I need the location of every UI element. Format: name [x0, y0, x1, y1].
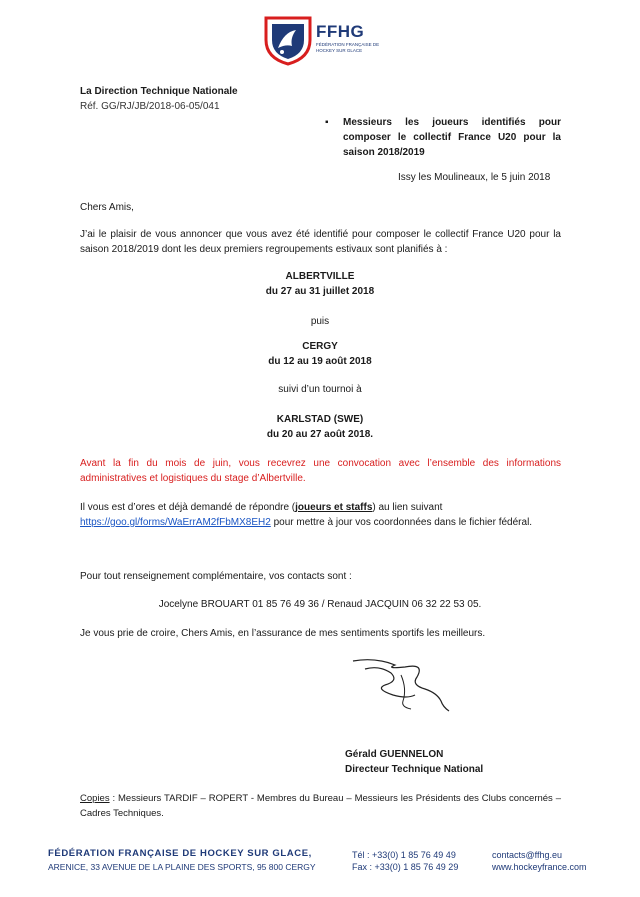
date-line: Issy les Moulineaux, le 5 juin 2018: [398, 172, 551, 183]
closing: Je vous prie de croire, Chers Amis, en l’assurance de mes sentiments sportifs les meilleurs.: [80, 628, 486, 639]
logo-text: FFHG: [316, 22, 365, 41]
ffhg-shield-icon: [262, 14, 314, 66]
intro-paragraph: J’ai le plaisir de vous annoncer que vous avez été identifié pour composer le collectif France U20 pour la saison 2018/2019 dont les deux premiers regroupements estivaux sont planifiés à :: [80, 229, 561, 255]
signatory-name: Gérald GUENNELON: [345, 749, 444, 760]
event-date-1: du 27 au 31 juillet 2018: [265, 286, 375, 297]
event-date-2: du 12 au 19 août 2018: [268, 356, 372, 367]
event-date-3: du 20 au 27 août 2018.: [266, 429, 374, 440]
contacts: Jocelyne BROUART 01 85 76 49 36 / Renaud JACQUIN 06 32 22 53 05.: [158, 599, 482, 610]
footer-org: FÉDÉRATION FRANÇAISE DE HOCKEY SUR GLACE,: [48, 848, 312, 859]
footer-address: ARENICE, 33 AVENUE DE LA PLAINE DES SPORTS, 95 800 CERGY: [48, 862, 316, 872]
signatory-title: Directeur Technique National: [345, 764, 484, 775]
event-separator-2: suivi d’un tournoi à: [278, 384, 362, 395]
logo-subtitle: FÉDÉRATION FRANÇAISE DE HOCKEY SUR GLACE: [316, 42, 380, 53]
event-separator-1: puis: [310, 316, 330, 327]
event-place-3: KARLSTAD (SWE): [276, 414, 364, 425]
event-place-2: CERGY: [302, 341, 338, 352]
footer-tel: Tél : +33(0) 1 85 76 49 49: [352, 850, 456, 860]
event-place-1: ALBERTVILLE: [285, 271, 355, 282]
bullet-icon: ▪: [325, 117, 329, 128]
copies-label: Copies: [80, 793, 110, 804]
notice-red: Avant la fin du mois de juin, vous recevrez une convocation avec l’ensemble des informations administratives et logistiques du stage d’Albertville.: [80, 458, 561, 484]
footer-fax: Fax : +33(0) 1 85 76 49 29: [352, 862, 459, 872]
form-paragraph: Il vous est d’ores et déjà demandé de répondre (joueurs et staffs) au lien suivant https://goo.gl/forms/WaErrAM2fFbMX8EH2 pour mettre à jour vos coordonnées dans le fichier fédéral.: [80, 502, 533, 528]
greeting: Chers Amis,: [80, 202, 134, 213]
emphasis-players-staffs: joueurs et staffs: [295, 502, 373, 513]
copies: Copies : Messieurs TARDIF – ROPERT - Membres du Bureau – Messieurs les Présidents des Clubs concernés – Cadres Techniques.: [80, 793, 561, 819]
footer-website[interactable]: www.hockeyfrance.com: [492, 862, 587, 872]
sender-direction: La Direction Technique Nationale: [80, 86, 238, 97]
form-link[interactable]: https://goo.gl/forms/WaErrAM2fFbMX8EH2: [80, 517, 271, 528]
footer-email[interactable]: contacts@ffhg.eu: [492, 850, 563, 860]
contacts-intro: Pour tout renseignement complémentaire, vos contacts sont :: [80, 571, 352, 582]
reference: Réf. GG/RJ/JB/2018-06-05/041: [80, 101, 220, 112]
recipient: Messieurs les joueurs identifiés pour composer le collectif France U20 pour la saison 2018/2019: [343, 117, 561, 158]
handwritten-signature: [345, 655, 455, 717]
